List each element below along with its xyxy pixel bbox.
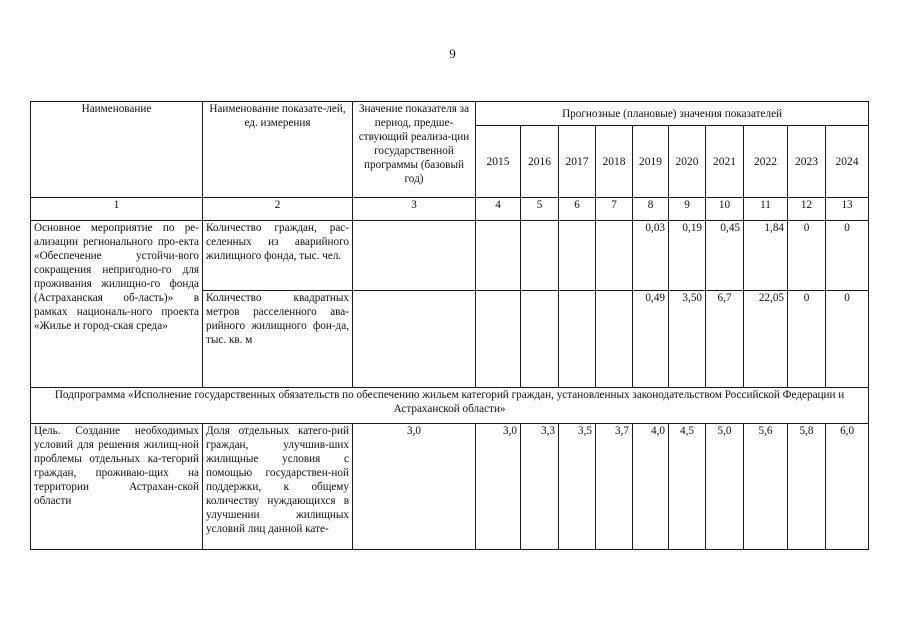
header-indicator: Наименование показате-лей, ед. измерения (203, 102, 353, 198)
header-year: 2023 (788, 126, 826, 198)
value-cell (559, 291, 596, 388)
column-number: 2 (203, 198, 353, 221)
value-cell: 5,8 (788, 424, 826, 550)
value-cell: 6,7 (706, 291, 744, 388)
value-cell (596, 291, 633, 388)
column-number: 7 (596, 198, 633, 221)
value-cell: 0,19 (669, 221, 706, 291)
value-cell: 22,05 (744, 291, 788, 388)
column-number: 12 (788, 198, 826, 221)
header-forecast: Прогнозные (плановые) значения показателей (476, 102, 869, 126)
column-number: 10 (706, 198, 744, 221)
base-value (353, 291, 476, 388)
indicators-table (30, 101, 869, 550)
column-number: 3 (353, 198, 476, 221)
value-cell: 3,7 (596, 424, 633, 550)
value-cell: 3,50 (669, 291, 706, 388)
value-cell: 0,03 (633, 221, 669, 291)
column-number-row (31, 198, 869, 221)
value-cell (476, 291, 521, 388)
page-number: 9 (449, 46, 456, 61)
column-number: 4 (476, 198, 521, 221)
base-value (353, 221, 476, 291)
header-name: Наименование (31, 102, 203, 198)
header-year: 2019 (633, 126, 669, 198)
value-cell: 3,3 (521, 424, 559, 550)
value-cell: 6,0 (826, 424, 869, 550)
subprogram-row (31, 388, 869, 424)
column-number: 13 (826, 198, 869, 221)
goal-name: Цель. Создание необходимых условий для решения жилищ-ной проблемы отдельных ка-тегорий граждан, проживаю-щих на территории Астрахан-ской области (31, 424, 203, 550)
base-value: 3,0 (353, 424, 476, 550)
header-base-value: Значение показателя за период, предше-ствующий реализа-ции государственной программы (базовый год) (353, 102, 476, 198)
value-cell (521, 221, 559, 291)
header-row (31, 102, 869, 126)
header-year: 2016 (521, 126, 559, 198)
value-cell: 0 (788, 221, 826, 291)
goal-indicator: Доля отдельных катего-рий граждан, улучшив-ших жилищные условия с помощью государствен-ной поддержки, к общему количеству нуждающихся в улучшении жилищных условий лиц данной кате- (203, 424, 353, 550)
value-cell (559, 221, 596, 291)
header-year: 2022 (744, 126, 788, 198)
value-cell (521, 291, 559, 388)
value-cell: 3,0 (476, 424, 521, 550)
column-number: 9 (669, 198, 706, 221)
header-year: 2024 (826, 126, 869, 198)
indicator-label: Количество квадратных метров расселенного ава-рийного жилищного фон-да, тыс. кв. м (203, 291, 353, 388)
value-cell (476, 221, 521, 291)
value-cell: 0 (788, 291, 826, 388)
header-year: 2020 (669, 126, 706, 198)
value-cell: 0 (826, 291, 869, 388)
column-number: 6 (559, 198, 596, 221)
indicator-label: Количество граждан, рас-селенных из аварийного жилищного фонда, тыс. чел. (203, 221, 353, 291)
header-year: 2021 (706, 126, 744, 198)
value-cell: 5,0 (706, 424, 744, 550)
header-year: 2015 (476, 126, 521, 198)
activity-name: Основное мероприятие по ре-ализации регионального про-екта «Обеспечение устойчи-вого сокращения непригодно-го для проживания жилищно-го фонда (Астраханская об-ласть)» в рамках националь-ного проекта «Жилье и город-ская среда» (31, 221, 203, 388)
header-year: 2018 (596, 126, 633, 198)
value-cell: 0 (826, 221, 869, 291)
table-row (31, 424, 869, 550)
value-cell: 3,5 (559, 424, 596, 550)
value-cell: 0,49 (633, 291, 669, 388)
value-cell: 5,6 (744, 424, 788, 550)
header-year: 2017 (559, 126, 596, 198)
value-cell: 0,45 (706, 221, 744, 291)
value-cell (596, 221, 633, 291)
column-number: 1 (31, 198, 203, 221)
column-number: 11 (744, 198, 788, 221)
value-cell: 4,0 (633, 424, 669, 550)
table-row (31, 221, 869, 291)
column-number: 5 (521, 198, 559, 221)
value-cell: 1,84 (744, 221, 788, 291)
column-number: 8 (633, 198, 669, 221)
value-cell: 4,5 (669, 424, 706, 550)
subprogram-title: Подпрограмма «Исполнение государственных обязательств по обеспечению жильем категорий граждан, установленных законодательством Российской Федерации и Астраханской области» (31, 388, 869, 424)
